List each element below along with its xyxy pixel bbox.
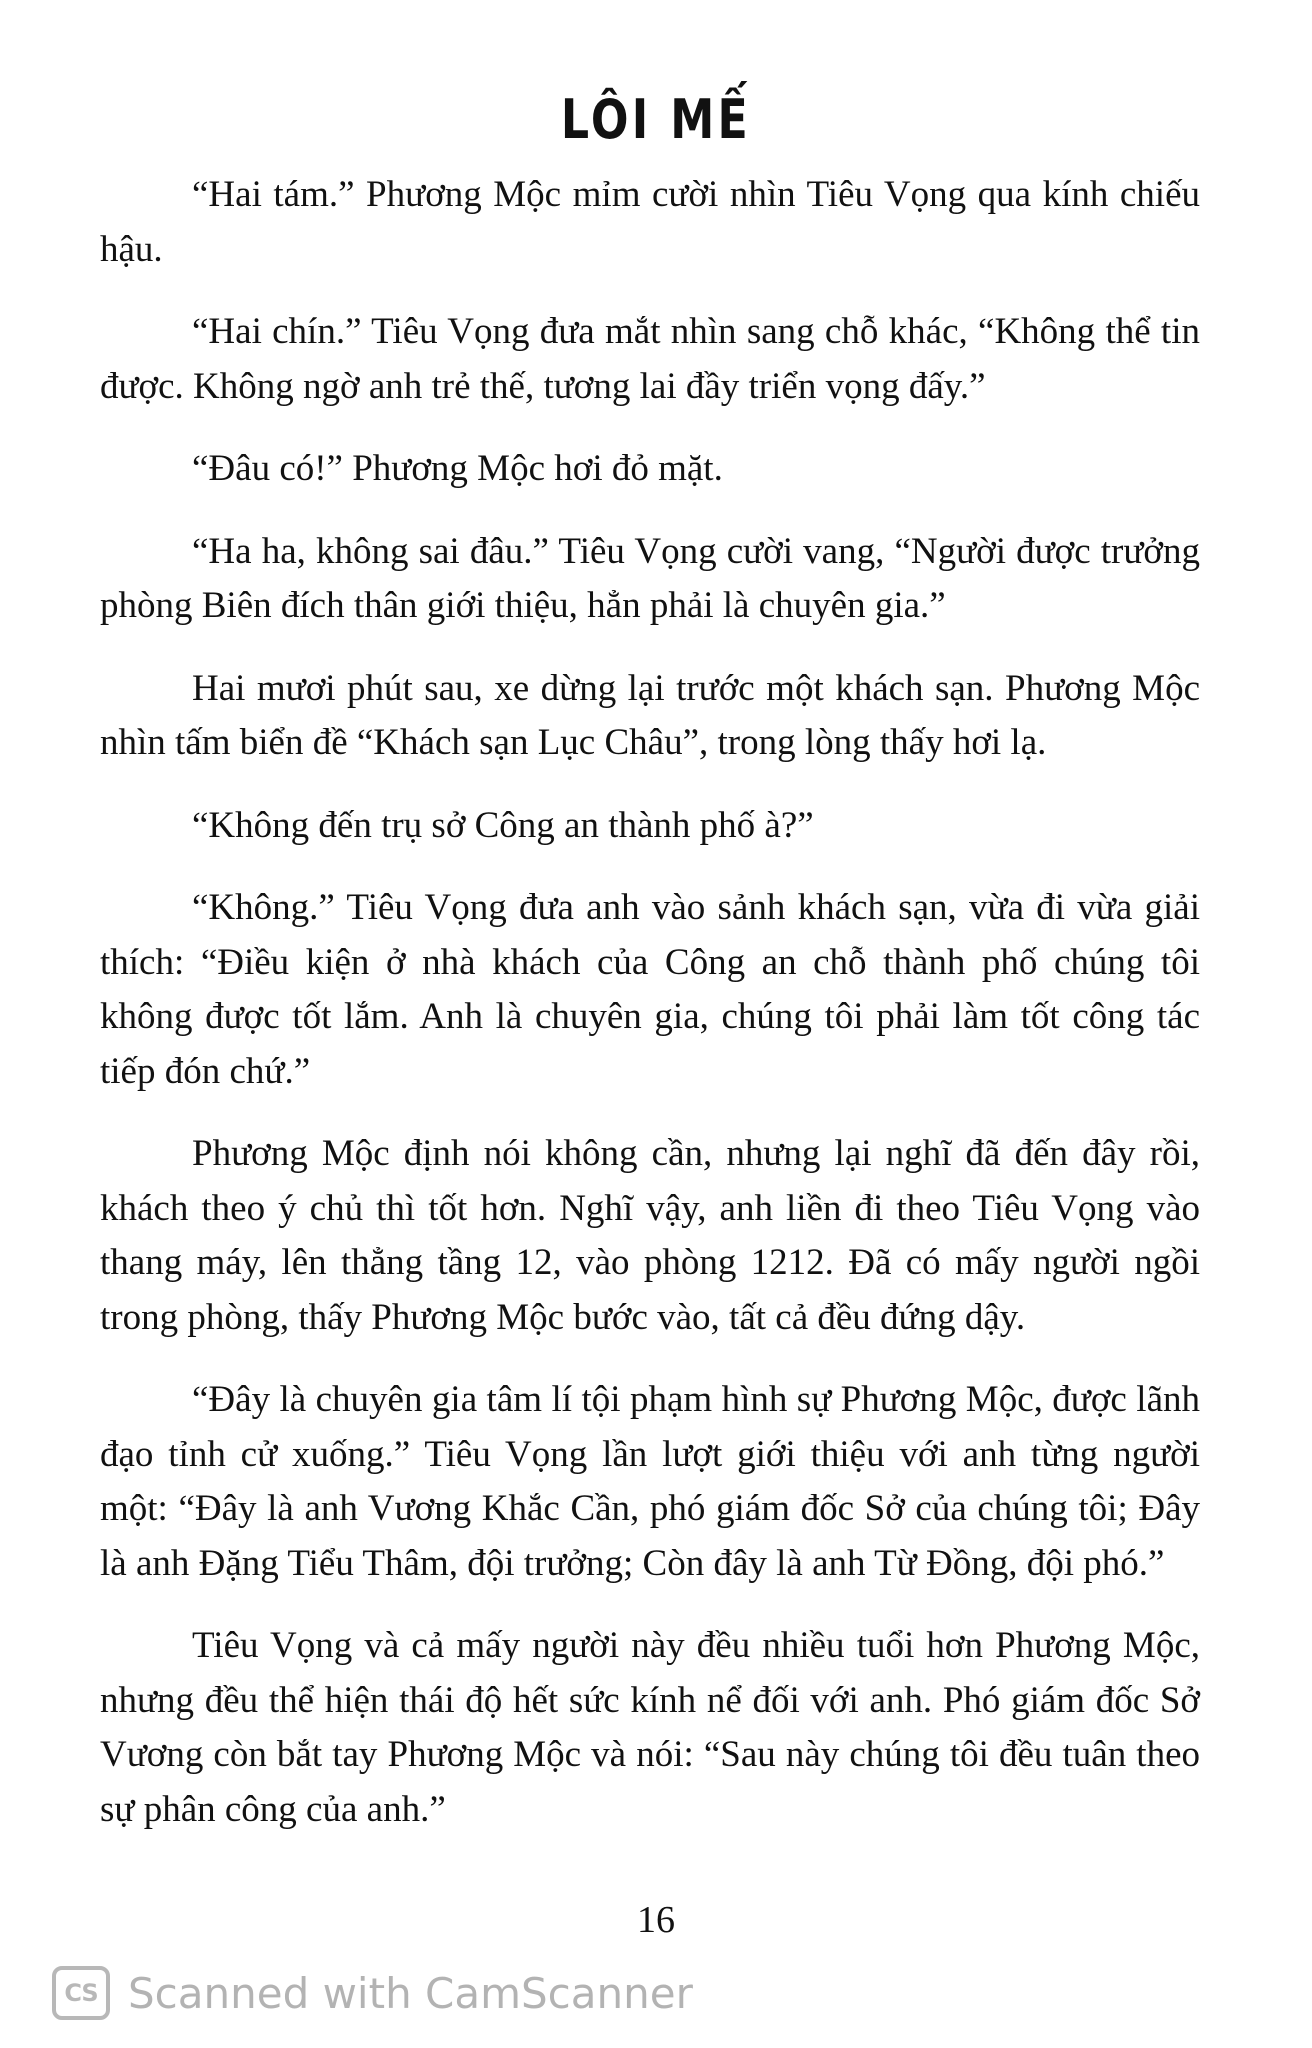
paragraph: Phương Mộc định nói không cần, nhưng lại nghĩ đã đến đây rồi, khách theo ý chủ thì tốt hơn. Nghĩ vậy, anh liền đi theo Tiêu Vọng vào thang máy, lên thẳng tầng 12, vào phòng 1212. Đã có mấy người ngồi trong phòng, thấy Phương Mộc bước vào, tất cả đều đứng dậy.: [100, 1133, 1200, 1338]
paragraph: “Hai tám.” Phương Mộc mỉm cười nhìn Tiêu Vọng qua kính chiếu hậu.: [100, 174, 1200, 270]
body-text: [100, 168, 1200, 1865]
paragraph: Hai mươi phút sau, xe dừng lại trước một khách sạn. Phương Mộc nhìn tấm biển đề “Khách sạn Lục Châu”, trong lòng thấy hơi lạ.: [100, 667, 1200, 763]
page-number: 16: [637, 1899, 675, 1941]
paragraph: “Đây là chuyên gia tâm lí tội phạm hình sự Phương Mộc, được lãnh đạo tỉnh cử xuống.” Tiêu Vọng lần lượt giới thiệu với anh từng người một: “Đây là anh Vương Khắc Cần, phó giám đốc Sở của chúng tôi; Đây là anh Đặng Tiểu Thâm, đội trưởng; Còn đây là anh Từ Đồng, đội phó.”: [100, 1379, 1200, 1584]
paragraph: “Không.” Tiêu Vọng đưa anh vào sảnh khách sạn, vừa đi vừa giải thích: “Điều kiện ở nhà khách của Công an chỗ thành phố chúng tôi không được tốt lắm. Anh là chuyên gia, chúng tôi phải làm tốt công tác tiếp đón chứ.”: [100, 887, 1200, 1092]
chapter-title: LÔI MẾ: [560, 88, 752, 151]
watermark-text: Scanned with CamScanner: [128, 1968, 693, 2018]
paragraph: “Đâu có!” Phương Mộc hơi đỏ mặt.: [192, 448, 723, 489]
paragraph: “Hai chín.” Tiêu Vọng đưa mắt nhìn sang chỗ khác, “Không thể tin được. Không ngờ anh trẻ thế, tương lai đầy triển vọng đấy.”: [100, 311, 1200, 407]
paragraph: “Ha ha, không sai đâu.” Tiêu Vọng cười vang, “Người được trưởng phòng Biên đích thân giới thiệu, hẳn phải là chuyên gia.”: [100, 530, 1200, 626]
camscanner-logo-icon: CS: [52, 1966, 110, 2020]
paragraph: Tiêu Vọng và cả mấy người này đều nhiều tuổi hơn Phương Mộc, nhưng đều thể hiện thái độ hết sức kính nể đối với anh. Phó giám đốc Sở Vương còn bắt tay Phương Mộc và nói: “Sau này chúng tôi đều tuân theo sự phân công của anh.”: [100, 1625, 1200, 1830]
camscanner-watermark: [52, 1958, 693, 2028]
paragraph: “Không đến trụ sở Công an thành phố à?”: [192, 804, 814, 846]
